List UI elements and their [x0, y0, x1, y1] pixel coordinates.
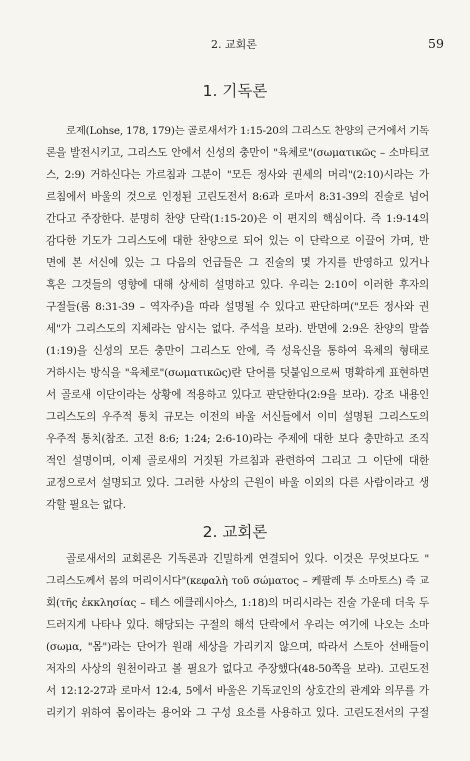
text-line: 서 골로새 이단이라는 상황에 적용하고 있다고 판단한다(2:9을 보라). 강조 내용인 — [46, 389, 429, 401]
text-line: 간다고 주장한다. 분명히 찬양 단락(1:15-20)은 이 편지의 핵심이다. 즉 1:9-14의 — [46, 213, 429, 225]
text-line: 서 12:12-27과 로마서 12:4, 5에서 바울은 기독교인의 상호간의 관계와 의무를 가 — [46, 685, 429, 697]
text-line: 세"가 그리스도의 지체라는 암시는 없다. 주석을 보라). 반면에 2:9은 찬양의 말씀 — [46, 323, 429, 335]
text-line: 적인 설명이며, 이제 골로새의 거짓된 가르침과 관련하여 그리고 그 이단에 대한 — [46, 455, 429, 467]
running-title: 2. 교회론 — [211, 38, 257, 51]
text-line: 회(τῆς ἐκκλησίας – 테스 에클레시아스, 1:18)의 머리시라는 진술 가운데 더욱 두 — [46, 597, 429, 609]
text-line: 로제(Lohse, 178, 179)는 골로새서가 1:15-20의 그리스도 찬양의 근거에서 기독 — [66, 125, 429, 137]
section-heading-ecclesiology: 2. 교회론 — [202, 523, 268, 541]
text-line: 구절들(롬 8:31-39 – 역자주)을 따라 설명될 수 있다고 판단하며("모든 정사와 권 — [46, 301, 429, 313]
text-line: 그리스도의 우주적 통치 규모는 이전의 바울 서신들에서 이미 설명된 그리스도의 — [46, 411, 429, 423]
text-line: 저자의 사상의 원천이라고 볼 필요가 없다고 주장했다(48-50쪽을 보라). 고린도전 — [46, 663, 429, 675]
text-line: 드러지게 나타나 있다. 해당되는 구절의 해석 단락에서 우리는 여기에 나오는 소마 — [46, 619, 429, 631]
text-line: 혹은 그것들의 영향에 대해 상세히 설명하고 있다. 우리는 2:10이 이러한 후자의 — [46, 279, 429, 291]
text-line: 교정으로서 설명되고 있다. 그러한 사상의 근원이 바울 이외의 다른 사람이라고 생 — [46, 477, 429, 489]
text-line: (1:19)을 신성의 모든 충만이 그리스도 안에, 즉 성육신을 통하여 육체의 형태로 — [46, 345, 429, 357]
page-number: 59 — [428, 36, 444, 51]
section-body-christology — [46, 120, 429, 516]
text-line: 리키기 위하여 몸이라는 용어와 그 구성 요소를 사용하고 있다. 고린도전서의 구절 — [46, 707, 429, 719]
text-line: 우주적 통치(참조. 고전 8:6; 1:24; 2:6-10)라는 주제에 대한 보다 충만하고 조직 — [46, 433, 429, 445]
text-line: 그리스도께서 몸의 머리이시다"(κεφαλὴ τοῦ σώματος – 케팔레 투 소마토스) 즉 교 — [46, 575, 429, 587]
text-line: 면에 본 서신에 있는 그 다음의 언급들은 그 진술의 몇 가지를 반영하고 있거나 — [46, 257, 429, 269]
text-line: 론을 발전시키고, 그리스도 안에서 신성의 충만이 "육체로"(σωματικῶς – 소마티코 — [46, 147, 429, 159]
text-line: 르침에서 바울의 것으로 인정된 고린도전서 8:6과 로마서 8:31-39의 진술로 넘어 — [46, 191, 429, 203]
text-line: (σωμα, "몸")라는 단어가 원래 세상을 가리키지 않으며, 따라서 스토아 선배들이 — [46, 641, 429, 653]
text-line: 각할 필요는 없다. — [46, 499, 126, 511]
text-line: 골로새서의 교회론은 기독론과 긴밀하게 연결되어 있다. 이것은 무엇보다도 " — [66, 553, 429, 565]
section-body-ecclesiology — [46, 548, 429, 724]
section-heading-christology: 1. 기독론 — [202, 82, 268, 100]
text-line: 거하시는 방식을 "육체로"(σωματικῶς)란 단어를 덧붙임으로써 명확하게 표현하면 — [46, 367, 429, 379]
text-line: 감다한 기도가 그리스도에 대한 찬양으로 되어 있는 이 단락으로 이끌어 가며, 반 — [46, 235, 429, 247]
text-line: 스, 2:9) 거하신다는 가르침과 그분이 "모든 정사와 권세의 머리"(2:10)시라는 가 — [46, 169, 429, 181]
